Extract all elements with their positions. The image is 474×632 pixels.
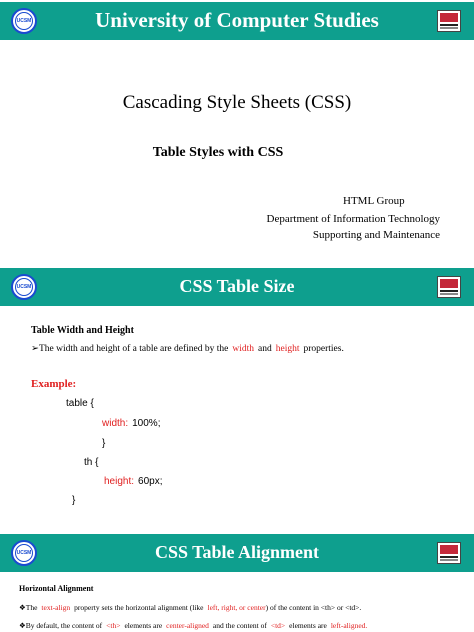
bullet-text: properties. — [303, 344, 344, 354]
bullet-paragraph — [19, 603, 361, 612]
bullet-diamond-icon: ❖ — [19, 621, 26, 630]
slide1-banner — [0, 2, 474, 40]
presentation-subtitle: Table Styles with CSS — [152, 145, 284, 160]
bullet-text: The — [25, 603, 38, 612]
author-group: HTML Group — [343, 195, 405, 207]
example-label: Example: — [31, 378, 77, 390]
tag-th: <th> — [106, 621, 121, 630]
slide-table-size — [0, 266, 474, 524]
bullet-text: and — [258, 344, 272, 354]
bullet-paragraph — [31, 343, 344, 354]
css-value: 100%; — [132, 418, 161, 429]
computer-icon — [437, 542, 461, 564]
bullet-arrow-icon: ➢ — [31, 344, 39, 354]
code-line: } — [102, 438, 106, 449]
banner-title: CSS Table Alignment — [154, 542, 320, 562]
keyword-height: height — [275, 344, 300, 354]
section-heading: Horizontal Alignment — [19, 584, 94, 593]
department-name: Department of Information Technology — [266, 213, 440, 225]
slide3-banner — [0, 534, 474, 572]
bullet-text: property sets the horizontal alignment (like — [74, 603, 204, 612]
code-line: table { — [66, 398, 94, 409]
computer-icon — [437, 10, 461, 32]
tag-td: <td> — [270, 621, 286, 630]
center-aligned: center-aligned — [166, 621, 209, 630]
slide2-banner — [0, 268, 474, 306]
keyword-text-align: text-align — [41, 603, 71, 612]
keyword-width: width — [232, 344, 255, 354]
code-line — [102, 418, 160, 429]
presentation-title: Cascading Style Sheets (CSS) — [122, 92, 352, 113]
css-property: width: — [102, 418, 129, 429]
code-line — [104, 476, 163, 487]
bullet-text: elements are — [124, 621, 163, 630]
bullet-text: elements are — [289, 621, 327, 630]
bullet-text: By default, the content of — [25, 621, 103, 630]
logo-text: UCSM — [15, 544, 33, 562]
logo-text: UCSM — [15, 278, 33, 296]
alignment-values: left, right, or center — [207, 603, 266, 612]
css-value: 60px; — [138, 476, 163, 487]
bullet-paragraph — [19, 621, 367, 630]
bullet-text: The width and height of a table are defined by the — [38, 344, 229, 354]
code-line: th { — [84, 457, 99, 468]
section-heading: Table Width and Height — [31, 325, 134, 336]
left-aligned: left-aligned. — [330, 621, 368, 630]
bullet-text: ) of the content in <th> or <td>. — [265, 603, 362, 612]
bullet-diamond-icon: ❖ — [19, 603, 26, 612]
unit-name: Supporting and Maintenance — [312, 229, 440, 241]
css-property: height: — [104, 476, 135, 487]
banner-title: University of Computer Studies — [95, 8, 379, 32]
bullet-text: and the content of — [212, 621, 267, 630]
computer-icon — [437, 276, 461, 298]
slide-title — [0, 0, 474, 262]
code-line: } — [72, 495, 76, 506]
logo-text: UCSM — [15, 12, 33, 30]
banner-title: CSS Table Size — [179, 276, 295, 296]
slide-table-alignment — [0, 532, 474, 632]
